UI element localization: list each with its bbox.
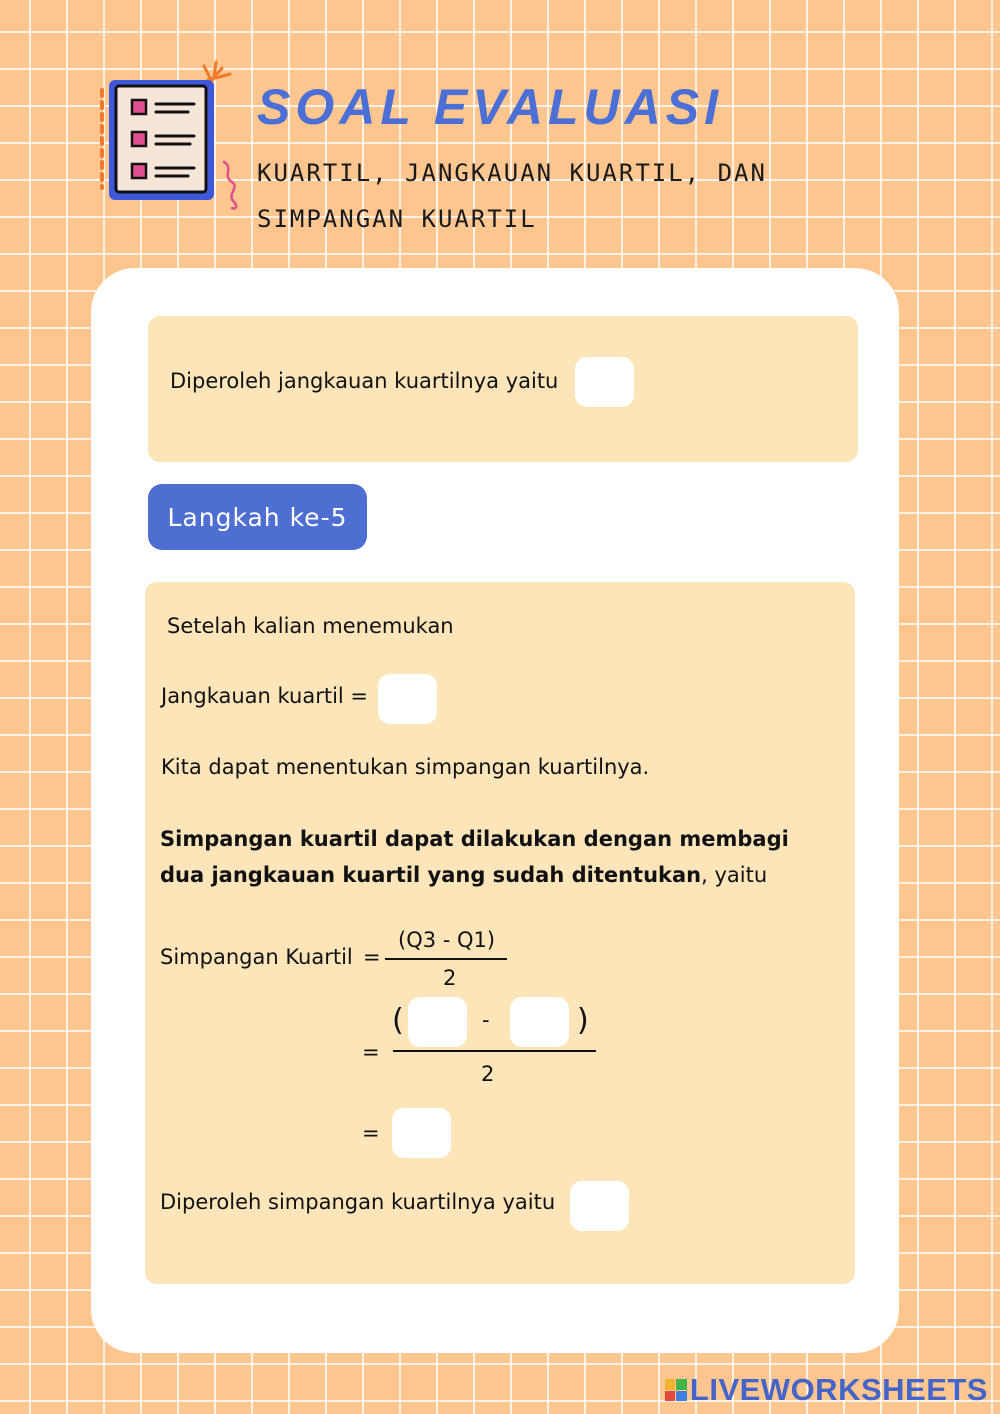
minus-sign: - [482, 1008, 490, 1032]
q1-input[interactable] [510, 997, 569, 1047]
simpangan-calc-input[interactable] [392, 1108, 451, 1158]
jangkauan-answer-input[interactable] [575, 357, 634, 407]
formula-numerator: (Q3 - Q1) [398, 928, 496, 952]
page-title: SOAL EVALUASI [257, 79, 723, 135]
page-subtitle: KUARTIL, JANGKAUAN KUARTIL, DAN SIMPANGAN KUARTIL [257, 159, 767, 233]
formula-equals-3: = [362, 1121, 380, 1145]
liveworksheets-logo-icon [665, 1379, 687, 1401]
formula-denominator-1: 2 [443, 966, 457, 990]
liveworksheets-brand[interactable] [665, 1372, 988, 1408]
jangkauan-label: Jangkauan kuartil = [161, 684, 369, 708]
formula-equals-2: = [362, 1040, 380, 1064]
simpangan-answer-input[interactable] [570, 1181, 629, 1231]
jangkauan-kuartil-input[interactable] [378, 674, 437, 724]
formula-label: Simpangan Kuartil [160, 945, 353, 969]
instruction-paragraph [160, 821, 830, 893]
formula-denominator-2: 2 [481, 1062, 495, 1086]
simpangan-result-text: Diperoleh simpangan kuartilnya yaitu [160, 1190, 556, 1214]
q3-input[interactable] [408, 997, 467, 1047]
brand-text: LIVEWORKSHEETS [689, 1372, 988, 1407]
intro-text: Setelah kalian menemukan [167, 614, 454, 638]
next-step-text: Kita dapat menentukan simpangan kuartilnya. [161, 755, 650, 779]
open-paren: ( [392, 1003, 404, 1038]
checklist-icon [98, 58, 243, 213]
fraction-line-2 [393, 1050, 596, 1052]
instruction-suffix: , yaitu [701, 863, 768, 887]
formula-equals-1: = [363, 945, 381, 969]
instruction-bold: Simpangan kuartil dapat dilakukan dengan membagi dua jangkauan kuartil yang sudah ditentukan [160, 827, 789, 887]
fraction-line-1 [385, 958, 507, 960]
close-paren: ) [577, 1003, 589, 1038]
step-5-label: Langkah ke-5 [148, 484, 367, 550]
jangkauan-result-text: Diperoleh jangkauan kuartilnya yaitu [170, 369, 559, 393]
